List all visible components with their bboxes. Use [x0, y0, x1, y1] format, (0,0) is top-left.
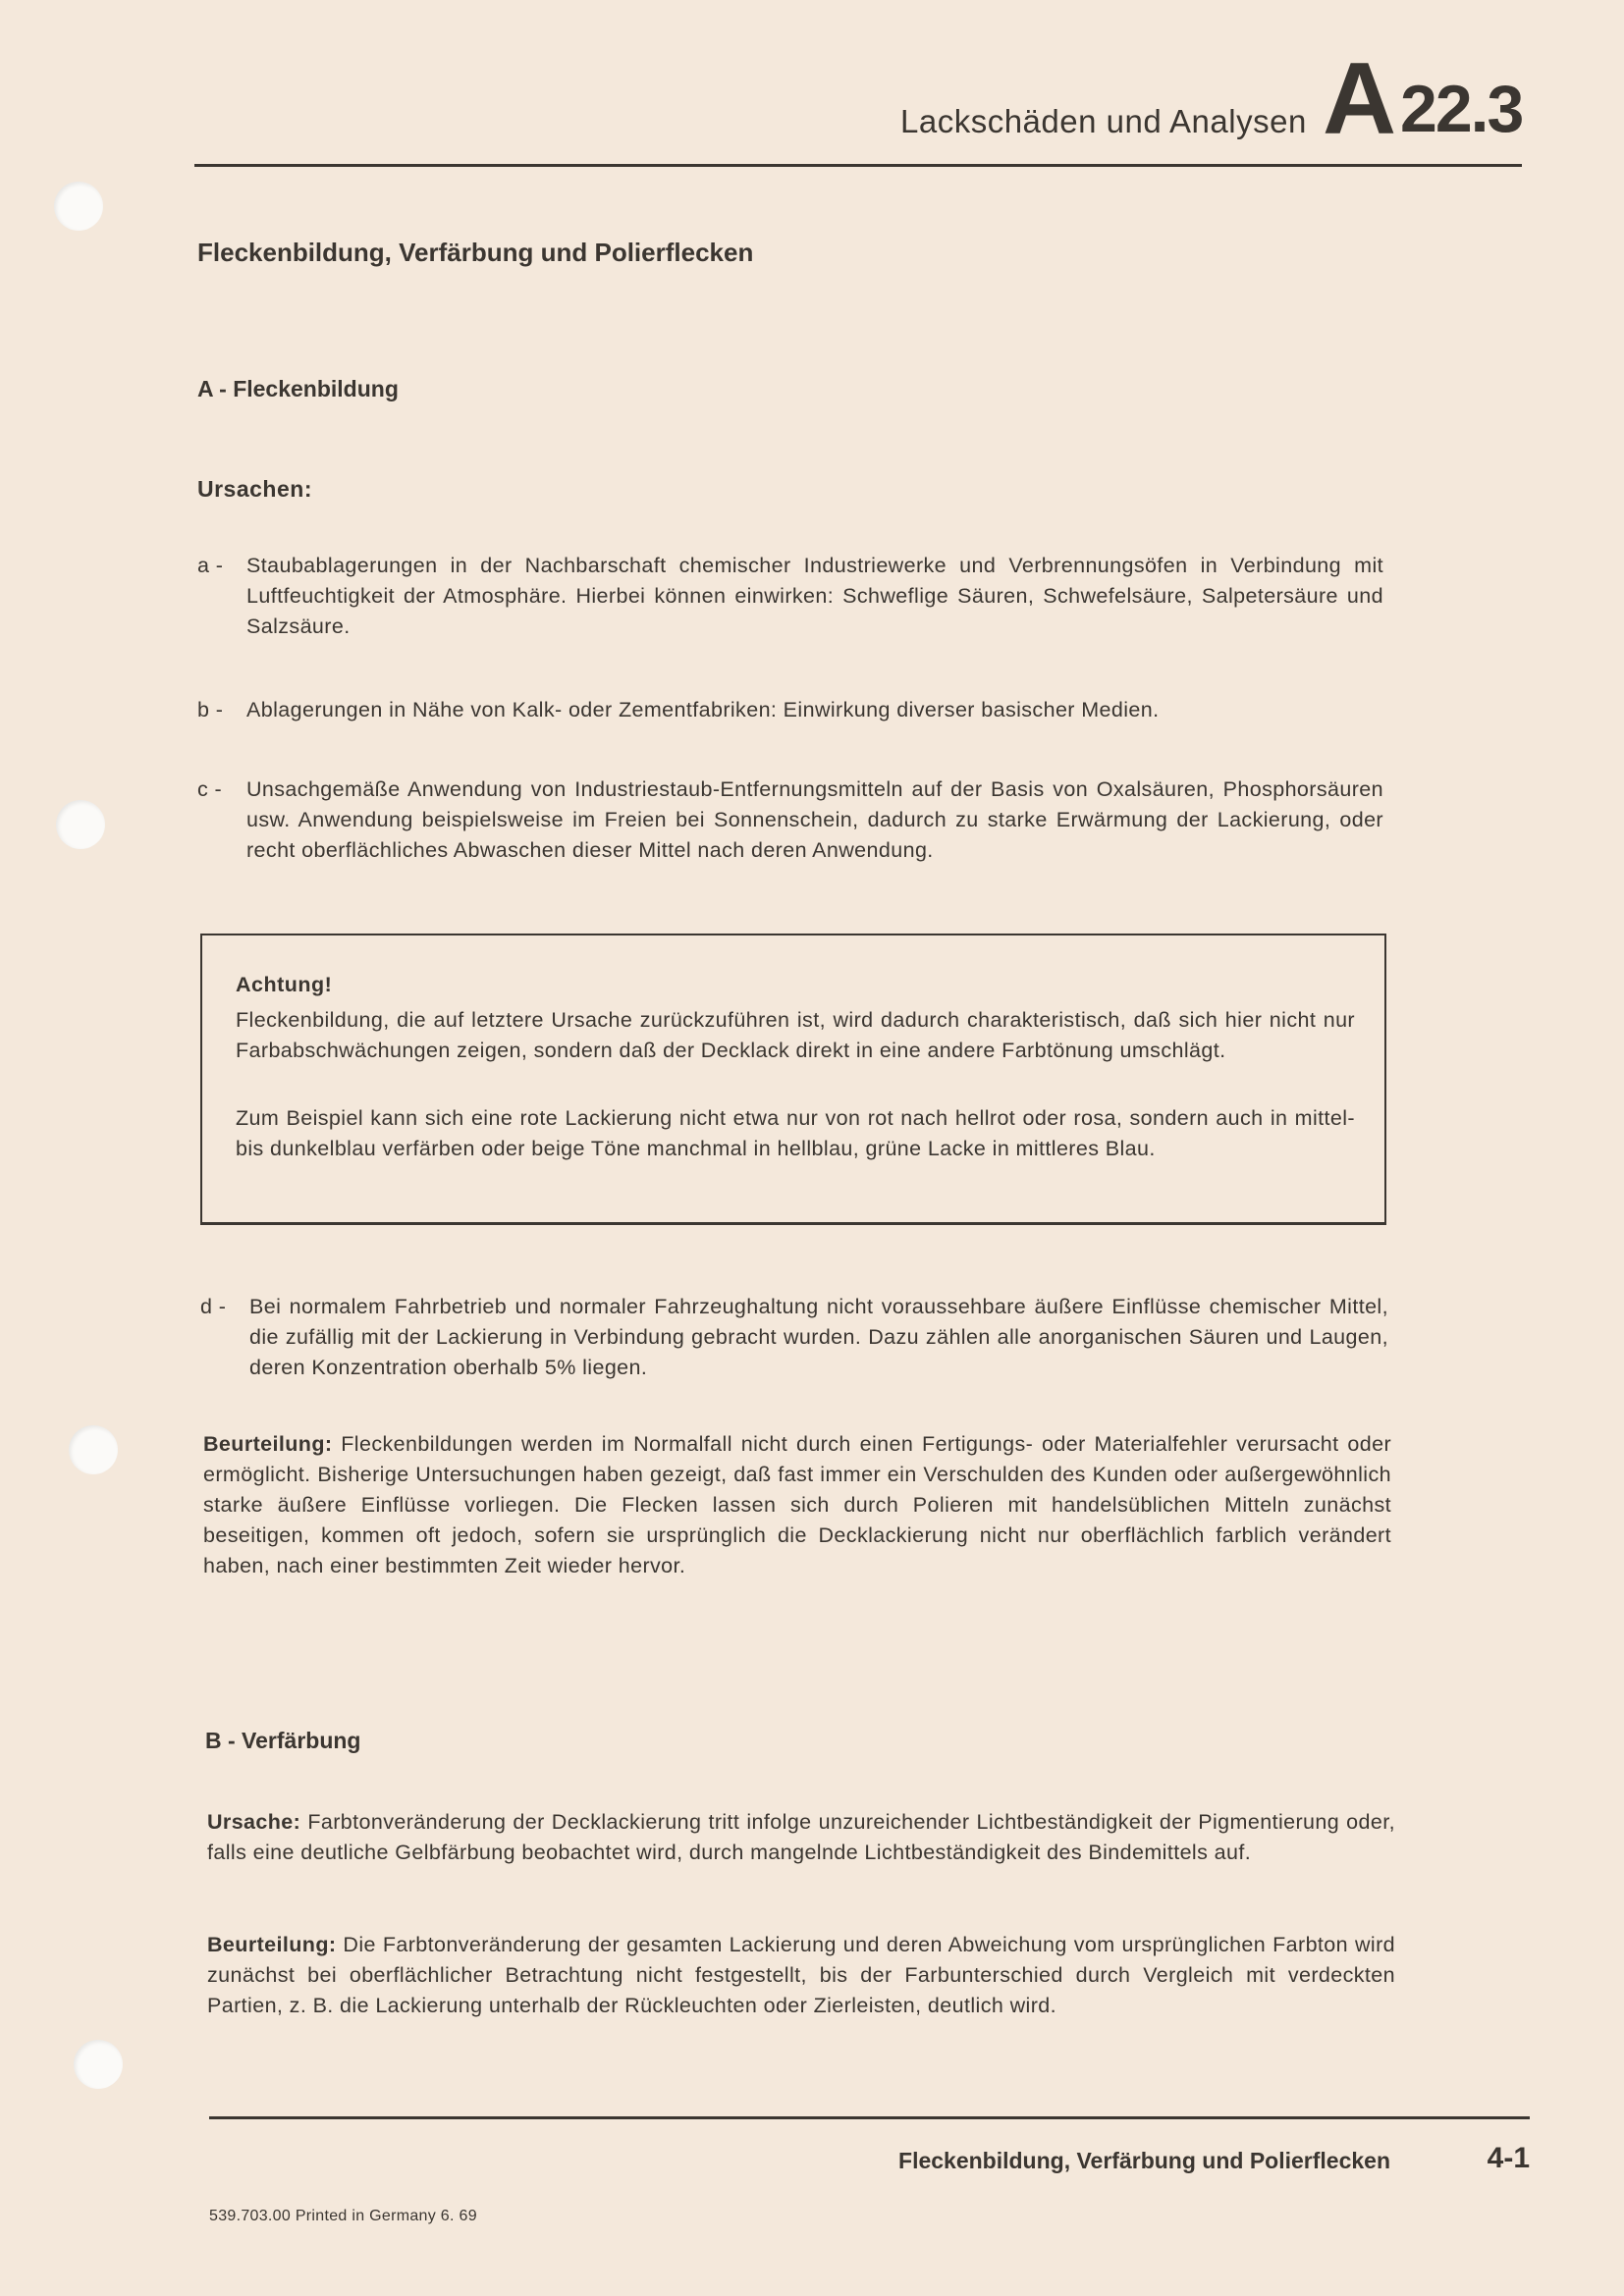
punch-hole	[56, 800, 105, 849]
notice-paragraph-1: Fleckenbildung, die auf letztere Ursache zurückzuführen ist, wird dadurch charakteristisch, daß sich hier nicht nur Farbabschwächungen zeigen, sondern daß der Decklack direkt in eine andere Farbtönung umschlägt.	[236, 1008, 1355, 1062]
item-label: b -	[197, 698, 224, 721]
cause-item-c	[197, 774, 1383, 866]
page-number: 4-1	[1487, 2142, 1530, 2174]
assessment-text: Fleckenbildungen werden im Normalfall nicht durch einen Fertigungs- oder Materialfehler verursacht oder ermöglicht. Bisherige Untersuchungen haben gezeigt, daß fast immer ein Verschulden des Kunden oder außergewöhnlich starke äußere Einflüsse vorliegen. Die Flecken lassen sich durch Polieren mit handelsüblichen Mitteln zunächst beseitigen, kommen oft jedoch, sofern sie ursprünglich die Decklackierung nicht nur oberflächlich farblich verändert haben, nach einer bestimmten Zeit wieder hervor.	[203, 1432, 1392, 1577]
footer-rule	[209, 2116, 1530, 2119]
item-text: Bei normalem Fahrbetrieb und normaler Fahrzeughaltung nicht voraussehbare äußere Einflüsse chemischer Mittel, die zufällig mit der Lackierung in Verbindung gebracht wurden. Dazu zählen alle anorganischen Säuren und Laugen, deren Konzentration oberhalb 5% liegen.	[249, 1295, 1388, 1379]
punch-hole	[69, 1425, 118, 1474]
causes-label: Ursachen:	[197, 476, 312, 502]
notice-paragraph-2: Zum Beispiel kann sich eine rote Lackierung nicht etwa nur von rot nach hellrot oder rosa, sondern auch in mittel- bis dunkelblau verfärben oder beige Töne manchmal in hellblau, grüne Lacke in mittleres Blau.	[236, 1106, 1355, 1160]
header-rule	[194, 164, 1522, 167]
assessment-label: Beurteilung:	[207, 1933, 337, 1956]
notice-box	[200, 934, 1386, 1225]
page-title: Fleckenbildung, Verfärbung und Polierflecken	[197, 238, 754, 267]
item-label: d -	[200, 1295, 227, 1318]
item-text: Staubablagerungen in der Nachbarschaft chemischer Industriewerke und Verbrennungsöfen in Verbindung mit Luftfeuchtigkeit der Atmosphäre. Hierbei können einwirken: Schweflige Säuren, Schwefelsäure, Salpetersäure und Salzsäure.	[246, 554, 1383, 638]
cause-item-a	[197, 551, 1383, 642]
footer-title: Fleckenbildung, Verfärbung und Polierflecken	[898, 2148, 1390, 2173]
punch-hole	[74, 2040, 123, 2089]
cause-label: Ursache:	[207, 1810, 301, 1834]
section-a-heading: A - Fleckenbildung	[197, 376, 399, 401]
punch-hole	[54, 182, 103, 231]
item-text: Unsachgemäße Anwendung von Industriestaub-Entfernungsmitteln auf der Basis von Oxalsäuren, Phosphorsäuren usw. Anwendung beispielsweise im Freien bei Sonnenschein, dadurch zu starke Erwärmung der Lackierung, oder recht oberflächliches Abwaschen dieser Mittel nach deren Anwendung.	[246, 777, 1383, 862]
assessment-text: Die Farbtonveränderung der gesamten Lackierung und deren Abweichung vom ursprünglichen Farbton wird zunächst bei oberflächlicher Betrachtung nicht festgestellt, bis der Farbunterschied durch Vergleich mit verdeckten Partien, z. B. die Lackierung unterhalb der Rückleuchten oder Zierleisten, deutlich wird.	[207, 1933, 1396, 2017]
assessment-b	[207, 1930, 1395, 2021]
cause-item-d	[200, 1292, 1388, 1383]
assessment-label: Beurteilung:	[203, 1432, 333, 1456]
print-code: 539.703.00 Printed in Germany 6. 69	[209, 2208, 477, 2224]
cause-text: Farbtonveränderung der Decklackierung tritt infolge unzureichender Lichtbeständigkeit der Pigmentierung oder, falls eine deutliche Gelbfärbung beobachtet wird, durch mangelnde Lichtbeständigkeit des Bindemittels auf.	[207, 1810, 1396, 1864]
section-b-heading: B - Verfärbung	[205, 1728, 361, 1753]
header-code-number: 22.3	[1400, 72, 1523, 146]
item-text: Ablagerungen in Nähe von Kalk- oder Zementfabriken: Einwirkung diverser basischer Medien.	[246, 698, 1160, 721]
cause-b	[207, 1807, 1395, 1868]
item-label: c -	[197, 777, 223, 801]
notice-heading: Achtung!	[236, 973, 333, 996]
header-section: Lackschäden und Analysen	[900, 103, 1307, 139]
header-code-letter: A	[1323, 42, 1397, 156]
cause-item-b	[197, 695, 1383, 725]
item-label: a -	[197, 554, 224, 577]
assessment-a	[203, 1429, 1391, 1581]
header	[884, 42, 1527, 156]
